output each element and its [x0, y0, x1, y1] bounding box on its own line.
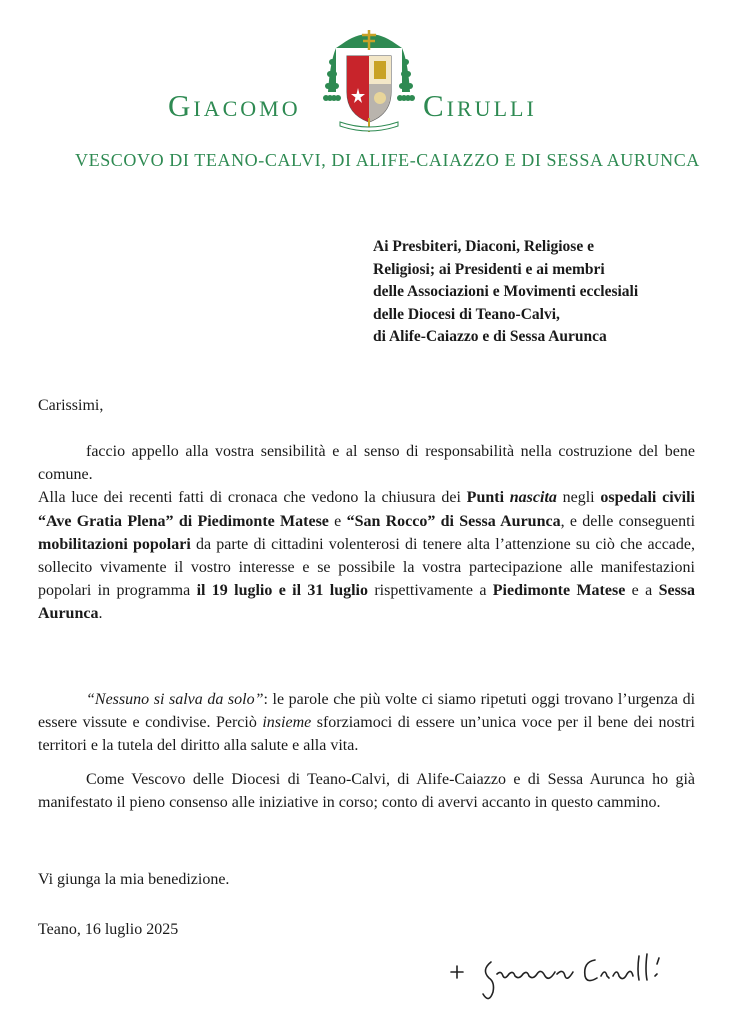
- bishop-title: VESCOVO DI TEANO-CALVI, DI ALIFE-CAIAZZO E DI SESSA AURUNCA: [75, 150, 700, 170]
- recipients-line: Religiosi; ai Presidenti e ai membri: [373, 260, 605, 278]
- bishop-first-name: Giacomo: [168, 88, 301, 123]
- recipients-line: delle Diocesi di Teano-Calvi,: [373, 305, 560, 323]
- paragraph-quote: “Nessuno si salva da solo”: le parole che più volte ci siamo ripetuti oggi trovano l’urgenza di essere vissute e condivise. Perciò insieme sforziamoci di essere un’unica voce per il bene dei nostri territori e la tutela del diritto alla salute e alla vita.: [38, 691, 696, 755]
- bishop-last-name: Cirulli: [423, 88, 537, 123]
- appeal-sentence: faccio appello alla vostra sensibilità e al senso di responsabilità nella costruzione del bene comune.: [38, 443, 695, 484]
- salutation: Carissimi,: [38, 397, 104, 414]
- place-date: Teano, 16 luglio 2025: [38, 921, 179, 938]
- recipients-line: di Alife-Caiazzo e di Sessa Aurunca: [373, 328, 607, 345]
- blessing: Vi giunga la mia benedizione.: [38, 871, 230, 888]
- appeal-details: Alla luce dei recenti fatti di cronaca che vedono la chiusura dei Punti nascita negli ospedali civili “Ave Gratia Plena” di Piedimonte Matese e “San Rocco” di Sessa Aurunca, e delle conseguenti mobilitazioni popolari da parte di cittadini volenterosi di tenere alta l’attenzione su ciò che accade, sollecito vivamente il vostro interesse e se possibile la vostra partecipazione alle manifestazioni popolari in programma il 19 luglio e il 31 luglio rispettivamente a Piedimonte Matese e a Sessa Aurunca.: [38, 489, 696, 623]
- signature-icon: [445, 948, 695, 1008]
- paragraph-consent: Come Vescovo delle Diocesi di Teano-Calvi, di Alife-Caiazzo e di Sessa Aurunca ho già manifestato il pieno consenso alle iniziative in corso; conto di avervi accanto in questo cammino.: [38, 771, 695, 812]
- recipients-line: delle Associazioni e Movimenti ecclesiali: [373, 283, 639, 300]
- recipients-line: Ai Presbiteri, Diaconi, Religiose e: [373, 238, 594, 255]
- coat-of-arms-icon: [322, 22, 416, 134]
- recipients-block: [373, 236, 703, 349]
- paragraph-appeal: [38, 440, 695, 626]
